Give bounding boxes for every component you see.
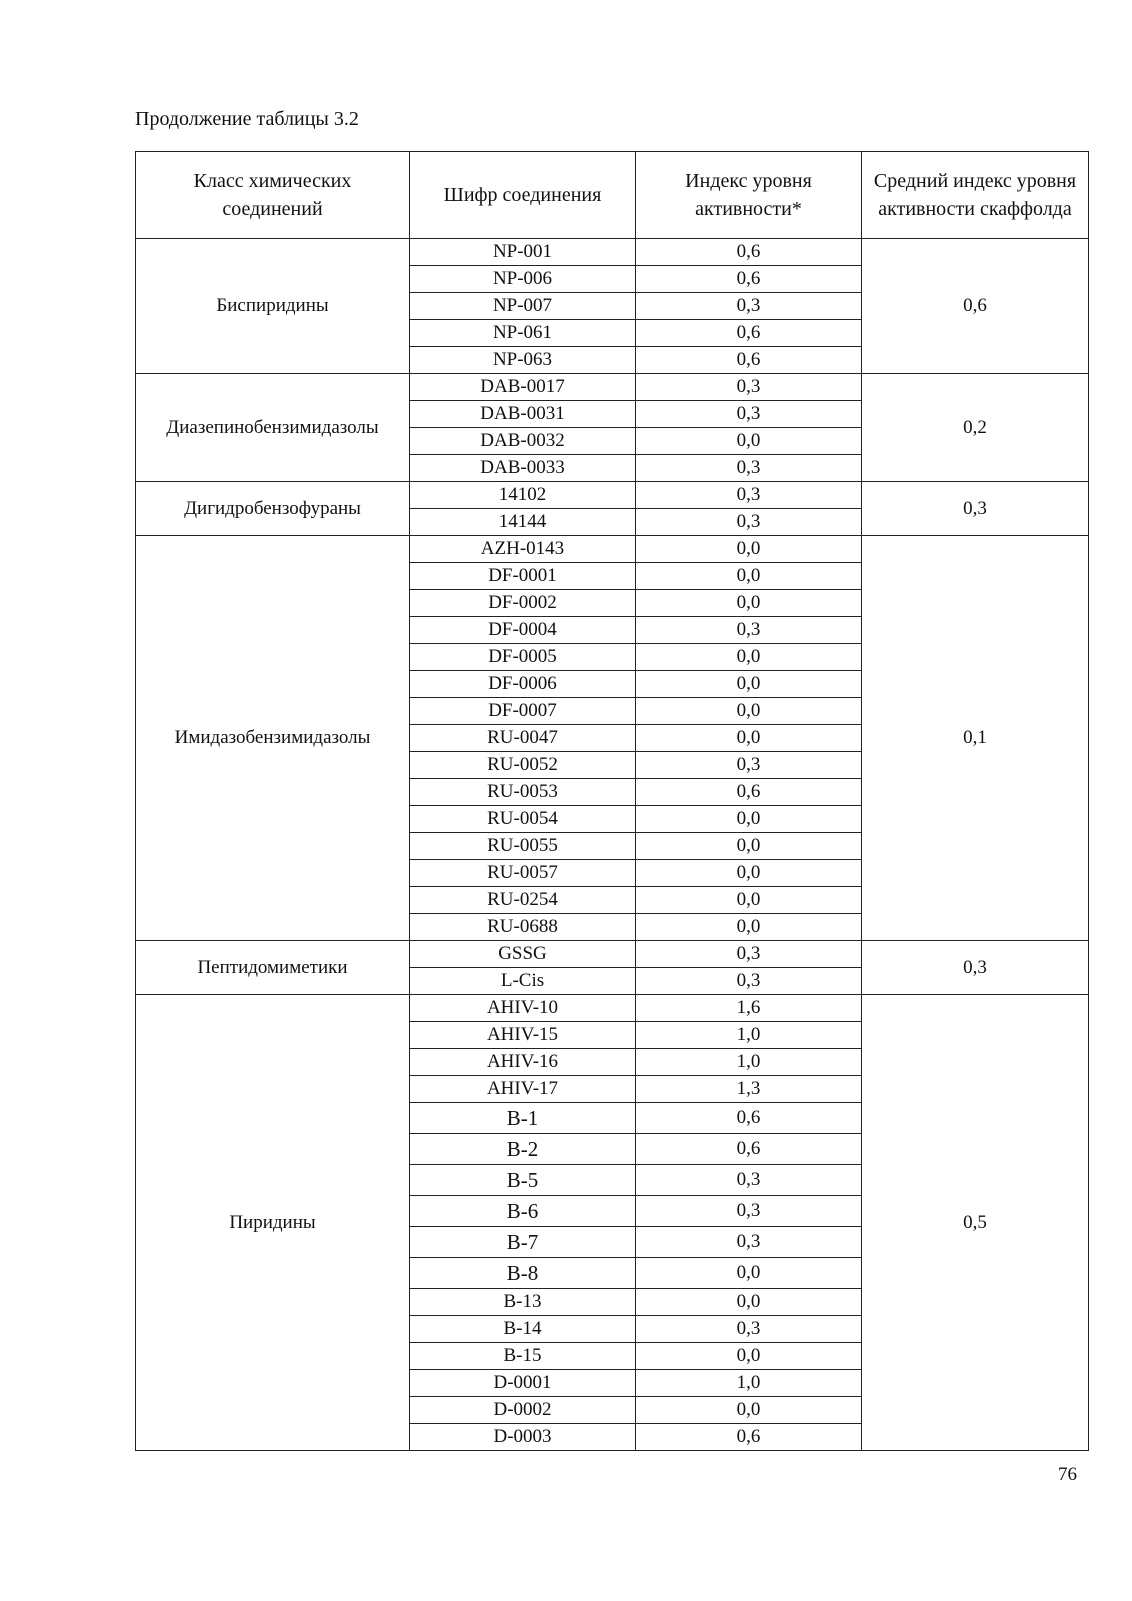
header-class: Класс химических соединений — [136, 152, 410, 239]
index-cell: 1,6 — [636, 995, 862, 1022]
mean-cell: 0,6 — [862, 239, 1089, 374]
index-cell: 0,3 — [636, 293, 862, 320]
index-cell: 0,0 — [636, 1258, 862, 1289]
table-row — [136, 482, 1089, 509]
code-cell: B-7 — [410, 1227, 636, 1258]
code-cell: B-1 — [410, 1103, 636, 1134]
code-cell: DF-0002 — [410, 590, 636, 617]
code-cell: D-0001 — [410, 1370, 636, 1397]
code-cell: GSSG — [410, 941, 636, 968]
code-cell: B-14 — [410, 1316, 636, 1343]
class-cell: Имидазобензимидазолы — [136, 536, 410, 941]
table-row — [136, 374, 1089, 401]
header-code: Шифр соединения — [410, 152, 636, 239]
table-header-row — [136, 152, 1089, 239]
index-cell: 0,3 — [636, 401, 862, 428]
code-cell: L-Cis — [410, 968, 636, 995]
code-cell: B-8 — [410, 1258, 636, 1289]
code-cell: DF-0004 — [410, 617, 636, 644]
index-cell: 0,3 — [636, 509, 862, 536]
activity-table — [135, 151, 1089, 1451]
code-cell: RU-0254 — [410, 887, 636, 914]
index-cell: 0,0 — [636, 725, 862, 752]
index-cell: 0,3 — [636, 482, 862, 509]
header-mean: Средний индекс уровня активности скаффолда — [862, 152, 1089, 239]
class-cell: Пептидомиметики — [136, 941, 410, 995]
index-cell: 0,3 — [636, 455, 862, 482]
header-index: Индекс уровня активности* — [636, 152, 862, 239]
mean-cell: 0,3 — [862, 482, 1089, 536]
page-number: 76 — [1058, 1464, 1077, 1485]
code-cell: B-2 — [410, 1134, 636, 1165]
code-cell: 14102 — [410, 482, 636, 509]
index-cell: 1,0 — [636, 1049, 862, 1076]
index-cell: 0,0 — [636, 671, 862, 698]
code-cell: RU-0688 — [410, 914, 636, 941]
code-cell: AHIV-10 — [410, 995, 636, 1022]
code-cell: AHIV-15 — [410, 1022, 636, 1049]
index-cell: 0,6 — [636, 1103, 862, 1134]
mean-cell: 0,1 — [862, 536, 1089, 941]
index-cell: 0,3 — [636, 941, 862, 968]
index-cell: 0,3 — [636, 1196, 862, 1227]
index-cell: 0,0 — [636, 644, 862, 671]
code-cell: B-6 — [410, 1196, 636, 1227]
class-cell: Биспиридины — [136, 239, 410, 374]
code-cell: DAB-0032 — [410, 428, 636, 455]
index-cell: 0,3 — [636, 617, 862, 644]
code-cell: DAB-0033 — [410, 455, 636, 482]
index-cell: 1,0 — [636, 1022, 862, 1049]
index-cell: 0,6 — [636, 266, 862, 293]
code-cell: RU-0053 — [410, 779, 636, 806]
mean-cell: 0,5 — [862, 995, 1089, 1451]
code-cell: RU-0055 — [410, 833, 636, 860]
index-cell: 0,0 — [636, 428, 862, 455]
index-cell: 0,0 — [636, 536, 862, 563]
table-row — [136, 239, 1089, 266]
mean-cell: 0,2 — [862, 374, 1089, 482]
code-cell: NP-063 — [410, 347, 636, 374]
index-cell: 0,0 — [636, 914, 862, 941]
index-cell: 0,0 — [636, 698, 862, 725]
index-cell: 0,0 — [636, 860, 862, 887]
code-cell: AZH-0143 — [410, 536, 636, 563]
index-cell: 1,3 — [636, 1076, 862, 1103]
index-cell: 0,3 — [636, 752, 862, 779]
index-cell: 0,3 — [636, 1165, 862, 1196]
class-cell: Пиридины — [136, 995, 410, 1451]
table-body — [136, 239, 1089, 1451]
table-caption: Продолжение таблицы 3.2 — [135, 108, 359, 130]
class-cell: Дигидробензофураны — [136, 482, 410, 536]
code-cell: RU-0047 — [410, 725, 636, 752]
index-cell: 0,0 — [636, 833, 862, 860]
code-cell: NP-007 — [410, 293, 636, 320]
index-cell: 0,6 — [636, 239, 862, 266]
code-cell: DF-0005 — [410, 644, 636, 671]
code-cell: DAB-0017 — [410, 374, 636, 401]
code-cell: 14144 — [410, 509, 636, 536]
code-cell: DF-0006 — [410, 671, 636, 698]
code-cell: DAB-0031 — [410, 401, 636, 428]
code-cell: B-5 — [410, 1165, 636, 1196]
code-cell: DF-0001 — [410, 563, 636, 590]
code-cell: D-0003 — [410, 1424, 636, 1451]
code-cell: RU-0057 — [410, 860, 636, 887]
code-cell: B-13 — [410, 1289, 636, 1316]
index-cell: 0,0 — [636, 806, 862, 833]
table-row — [136, 536, 1089, 563]
index-cell: 0,3 — [636, 374, 862, 401]
code-cell: B-15 — [410, 1343, 636, 1370]
code-cell: RU-0054 — [410, 806, 636, 833]
index-cell: 1,0 — [636, 1370, 862, 1397]
table-row — [136, 941, 1089, 968]
index-cell: 0,0 — [636, 1343, 862, 1370]
code-cell: NP-006 — [410, 266, 636, 293]
index-cell: 0,0 — [636, 1397, 862, 1424]
index-cell: 0,3 — [636, 968, 862, 995]
index-cell: 0,3 — [636, 1316, 862, 1343]
code-cell: D-0002 — [410, 1397, 636, 1424]
index-cell: 0,6 — [636, 779, 862, 806]
code-cell: NP-001 — [410, 239, 636, 266]
index-cell: 0,6 — [636, 1424, 862, 1451]
index-cell: 0,0 — [636, 887, 862, 914]
index-cell: 0,0 — [636, 590, 862, 617]
code-cell: AHIV-16 — [410, 1049, 636, 1076]
class-cell: Диазепинобензимидазолы — [136, 374, 410, 482]
index-cell: 0,6 — [636, 1134, 862, 1165]
mean-cell: 0,3 — [862, 941, 1089, 995]
index-cell: 0,6 — [636, 320, 862, 347]
table-row — [136, 995, 1089, 1022]
index-cell: 0,3 — [636, 1227, 862, 1258]
index-cell: 0,0 — [636, 563, 862, 590]
index-cell: 0,6 — [636, 347, 862, 374]
index-cell: 0,0 — [636, 1289, 862, 1316]
code-cell: RU-0052 — [410, 752, 636, 779]
code-cell: NP-061 — [410, 320, 636, 347]
code-cell: AHIV-17 — [410, 1076, 636, 1103]
code-cell: DF-0007 — [410, 698, 636, 725]
